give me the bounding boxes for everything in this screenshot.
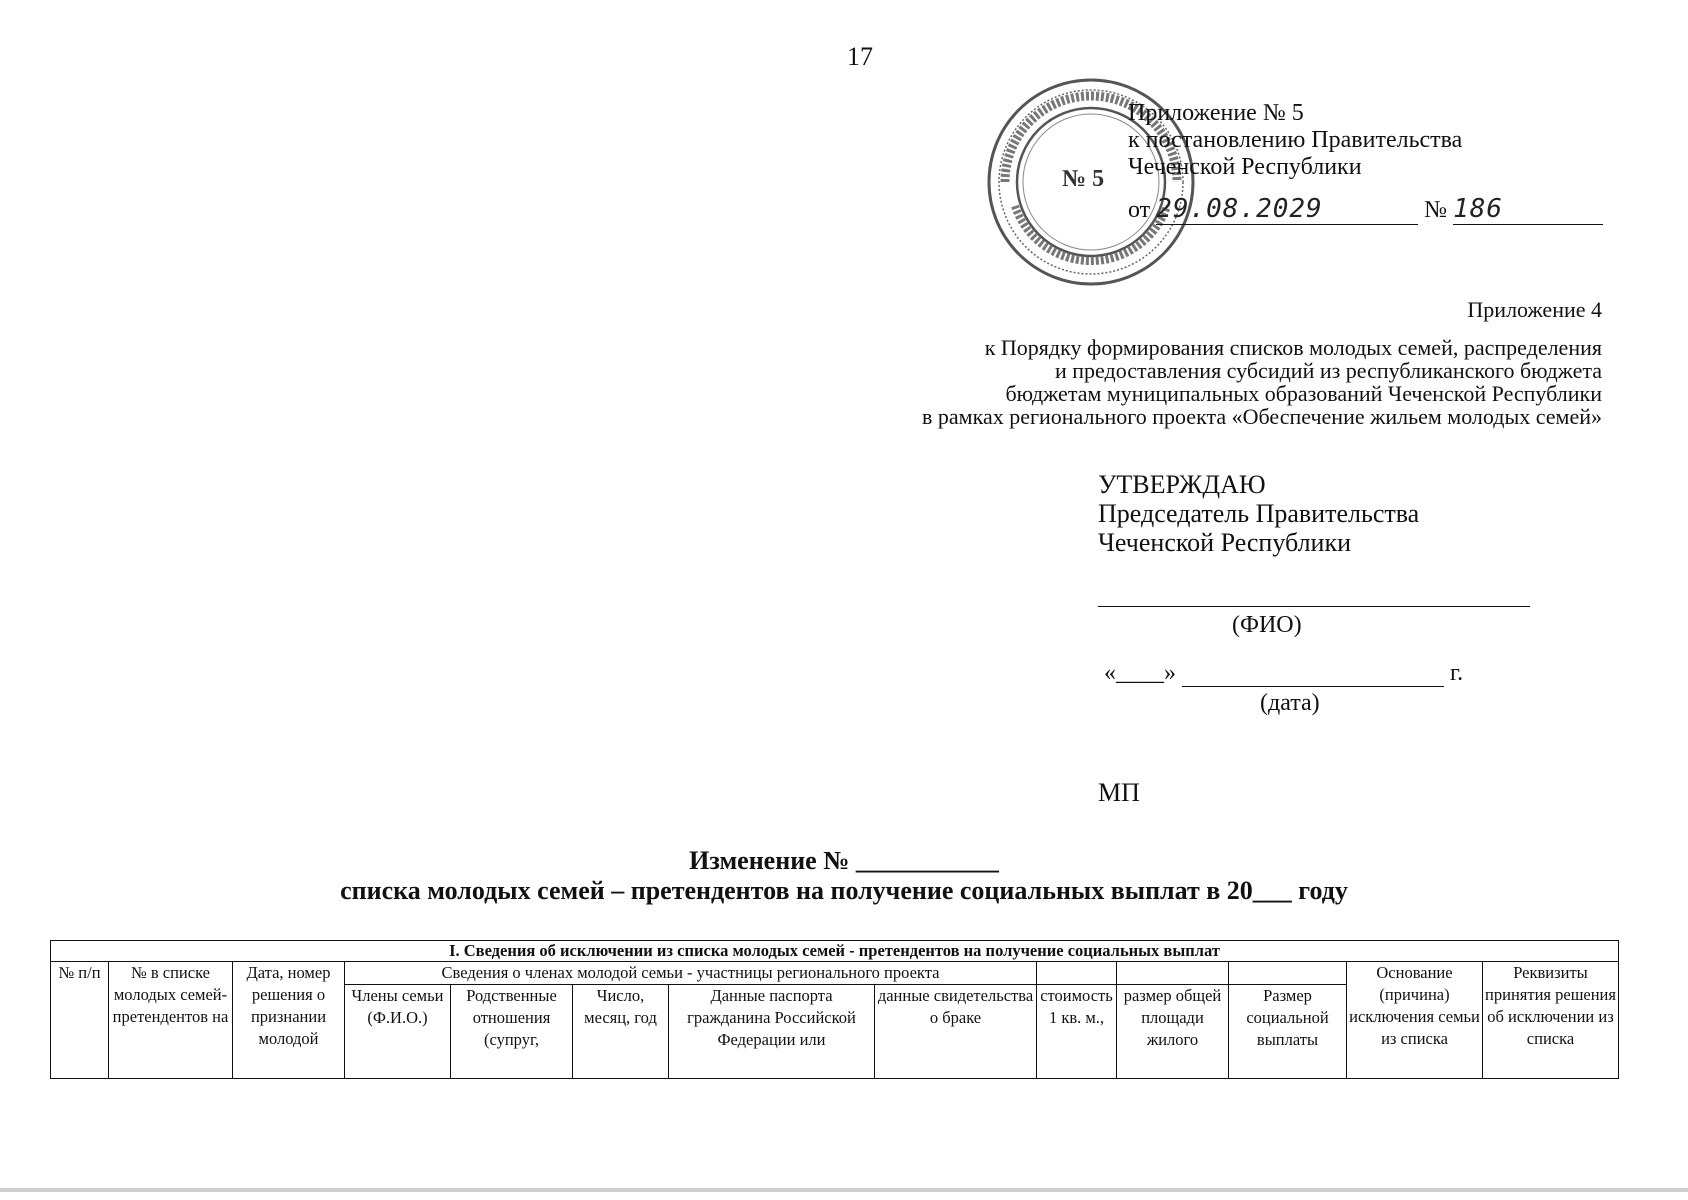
page-number: 17 xyxy=(847,42,873,71)
approval-date-row xyxy=(1104,660,1463,687)
change-subtitle: списка молодых семей – претендентов на получение социальных выплат в 20___ году xyxy=(340,876,1348,905)
seal-place-label: МП xyxy=(1098,778,1140,807)
header-family-members-group: Сведения о членах молодой семьи - участницы регионального проекта xyxy=(345,962,1037,985)
date-day: «____» xyxy=(1104,660,1176,686)
decree-date: 29.08.2029 xyxy=(1156,194,1323,224)
appendix5-line2: к постановлению Правительства xyxy=(1128,127,1463,153)
scan-edge xyxy=(0,1188,1688,1192)
approve-line2: Председатель Правительства xyxy=(1098,499,1420,528)
appendix5-title: Приложение № 5 xyxy=(1128,100,1304,126)
appendix4-title: Приложение 4 xyxy=(1467,297,1602,322)
seal-number: № 5 xyxy=(1062,166,1105,192)
appendix5-line3: Чеченской Республики xyxy=(1128,154,1362,180)
decree-date-row xyxy=(1128,194,1603,225)
header-num: № п/п xyxy=(51,962,109,1079)
header-blank xyxy=(1037,962,1117,985)
date-suffix: г. xyxy=(1450,660,1464,686)
approval-block xyxy=(1098,470,1419,557)
signature-line xyxy=(1098,606,1530,607)
header-decision: Дата, номер решения о признании молодой xyxy=(233,962,345,1079)
order-ref-line: бюджетам муниципальных образований Чеченской Республики xyxy=(1005,381,1602,406)
date-caption: (дата) xyxy=(1260,690,1320,716)
header-payment: Размер социальной выплаты xyxy=(1229,985,1347,1079)
approve-title: УТВЕРЖДАЮ xyxy=(1098,470,1266,499)
header-blank xyxy=(1229,962,1347,985)
header-passport: Данные паспорта гражданина Российской Федерации или xyxy=(669,985,875,1079)
decree-number-field xyxy=(1453,194,1603,225)
table-section-title: I. Сведения об исключении из списка молодых семей - претендентов на получение социальных выплат xyxy=(51,941,1619,962)
date-blank xyxy=(1182,664,1444,687)
header-blank xyxy=(1117,962,1229,985)
order-ref-line: в рамках регионального проекта «Обеспечение жильем молодых семей» xyxy=(922,404,1602,429)
header-relation: Родственные отношения (супруг, xyxy=(451,985,573,1079)
number-label: № xyxy=(1424,197,1448,223)
order-ref-line: к Порядку формирования списков молодых семей, распределения xyxy=(984,335,1602,360)
header-requisites: Реквизиты принятия решения об исключении из списка xyxy=(1483,962,1619,1079)
appendix5-header xyxy=(1128,100,1462,181)
header-area: размер общей площади жилого xyxy=(1117,985,1229,1079)
header-marriage: данные свидетельства о браке xyxy=(875,985,1037,1079)
fio-caption: (ФИО) xyxy=(1232,612,1302,638)
change-title: Изменение № ___________ xyxy=(689,846,999,875)
header-list-number: № в списке молодых семей-претендентов на xyxy=(109,962,233,1079)
header-reason: Основание (причина) исключения семьи из списка xyxy=(1347,962,1483,1079)
header-birth: Число, месяц, год xyxy=(573,985,669,1079)
approve-line3: Чеченской Республики xyxy=(1098,528,1352,557)
decree-number: 186 xyxy=(1453,194,1504,224)
order-reference xyxy=(922,336,1602,428)
order-ref-line: и предоставления субсидий из республиканского бюджета xyxy=(1055,358,1602,383)
from-label: от xyxy=(1128,197,1151,223)
decree-date-field xyxy=(1156,194,1418,225)
header-members: Члены семьи (Ф.И.О.) xyxy=(345,985,451,1079)
header-cost: стоимость 1 кв. м., xyxy=(1037,985,1117,1079)
exclusion-table xyxy=(50,940,1619,1079)
